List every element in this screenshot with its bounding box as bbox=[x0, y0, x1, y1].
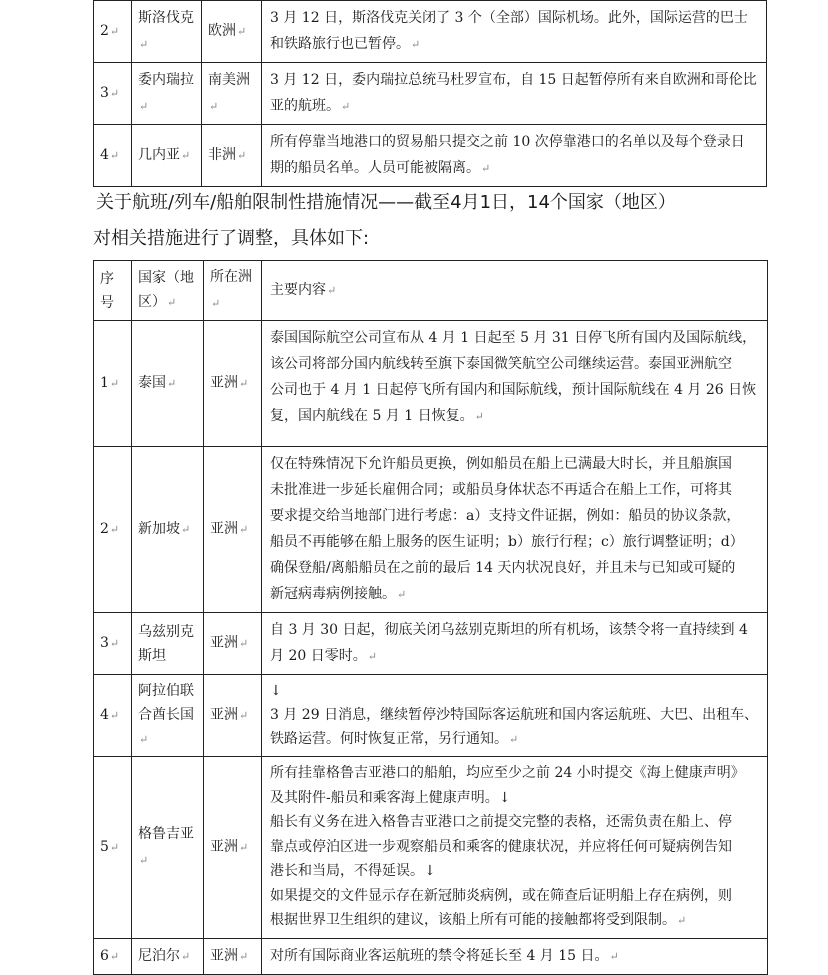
country-cell: 新加坡↵ bbox=[132, 447, 204, 613]
header-continent: 所在洲↵ bbox=[204, 261, 262, 321]
row-number: 2↵ bbox=[94, 1, 132, 63]
row-number: 1↵ bbox=[94, 321, 132, 447]
row-number: 3↵ bbox=[94, 613, 132, 675]
row-number: 5↵ bbox=[94, 757, 132, 939]
section-heading: 关于航班/列车/船舶限制性措施情况——截至4月1日，14个国家（地区） bbox=[96, 192, 676, 213]
continent-cell: 亚洲↵ bbox=[204, 757, 262, 939]
continent-cell: 亚洲↵ bbox=[204, 675, 262, 757]
content-cell: 3 月 12 日，斯洛伐克关闭了 3 个（全部）国际机场。此外，国际运营的巴士 和铁路旅行也已暂停。↵ bbox=[262, 1, 767, 63]
section-heading-continued: 对相关措施进行了调整，具体如下: bbox=[93, 228, 370, 249]
country-cell: 泰国↵ bbox=[132, 321, 204, 447]
header-content: 主要内容↵ bbox=[262, 261, 768, 321]
top-table bbox=[93, 0, 767, 187]
continent-cell: 亚洲↵ bbox=[204, 939, 262, 975]
country-cell: 乌兹别克斯坦 bbox=[132, 613, 204, 675]
row-number: 6↵ bbox=[94, 939, 132, 975]
country-cell: 阿拉伯联合酋长国↵ bbox=[132, 675, 204, 757]
content-cell: 3 月 12 日，委内瑞拉总统马杜罗宣布，自 15 日起暂停所有来自欧洲和哥伦比 亚的航班。↵ bbox=[262, 63, 767, 125]
content-cell: ↓ 3 月 29 日消息，继续暂停沙特国际客运航班和国内客运航班、大巴、出租车、 铁路运营。何时恢复正常，另行通知。↵ bbox=[262, 675, 768, 757]
content-cell: 所有停靠当地港口的贸易船只提交之前 10 次停靠港口的名单以及每个登录日 期的船员名单。人员可能被隔离。↵ bbox=[262, 125, 767, 187]
continent-cell: 南美洲↵ bbox=[202, 63, 262, 125]
continent-cell: 亚洲↵ bbox=[204, 613, 262, 675]
table-row bbox=[94, 125, 767, 187]
content-cell: 仅在特殊情况下允许船员更换，例如船员在船上已满最大时长，并且船旗国 未批准进一步延长雇佣合同；或船员身体状态不再适合在船上工作，可将其 要求提交给当地部门进行考虑：a）支持文件证据，例如：船员的协议条款， 船员不再能够在船上服务的医生证明；b）旅行行程；c）旅行调整证明；d） 确保登船/离船船员在之前的最后 14 天内状况良好，并且未与已知或可疑的 新冠病毒病例接触。↵ bbox=[262, 447, 768, 613]
table-row bbox=[94, 757, 768, 939]
measures-table bbox=[93, 260, 768, 975]
row-number: 2↵ bbox=[94, 447, 132, 613]
country-cell: 委内瑞拉↵ bbox=[132, 63, 202, 125]
content-cell: 自 3 月 30 日起，彻底关闭乌兹别克斯坦的所有机场，该禁令将一直持续到 4 月 20 日零时。↵ bbox=[262, 613, 768, 675]
continent-cell: 欧洲↵ bbox=[202, 1, 262, 63]
country-cell: 几内亚↵ bbox=[132, 125, 202, 187]
table-row bbox=[94, 613, 768, 675]
content-cell: 对所有国际商业客运航班的禁令将延长至 4 月 15 日。↵ bbox=[262, 939, 768, 975]
table-row bbox=[94, 675, 768, 757]
header-number: 序号 bbox=[94, 261, 132, 321]
table-row bbox=[94, 321, 768, 447]
row-number: 3↵ bbox=[94, 63, 132, 125]
continent-cell: 亚洲↵ bbox=[204, 447, 262, 613]
content-cell: 所有挂靠格鲁吉亚港口的船舶，均应至少之前 24 小时提交《海上健康声明》 及其附件-船员和乘客海上健康声明。↓ 船长有义务在进入格鲁吉亚港口之前提交完整的表格，还需负责在船上、停 靠点或停泊区进一步观察船员和乘客的健康状况，并应将任何可疑病例告知 港长和当局，不得延误。↓ 如果提交的文件显示存在新冠肺炎病例，或在筛查后证明船上存在病例，则 根据世界卫生组织的建议，该船上所有可能的接触都将受到限制。↵ bbox=[262, 757, 768, 939]
table-header-row bbox=[94, 261, 768, 321]
table-row bbox=[94, 1, 767, 63]
header-country: 国家（地区）↵ bbox=[132, 261, 204, 321]
country-cell: 尼泊尔↵ bbox=[132, 939, 204, 975]
continent-cell: 亚洲↵ bbox=[204, 321, 262, 447]
table-row bbox=[94, 939, 768, 975]
country-cell: 格鲁吉亚↵ bbox=[132, 757, 204, 939]
row-number: 4↵ bbox=[94, 675, 132, 757]
row-number: 4↵ bbox=[94, 125, 132, 187]
table-row bbox=[94, 447, 768, 613]
continent-cell: 非洲↵ bbox=[202, 125, 262, 187]
content-cell: 泰国国际航空公司宣布从 4 月 1 日起至 5 月 31 日停飞所有国内及国际航线， 该公司将部分国内航线转至旗下泰国微笑航空公司继续运营。泰国亚洲航空 公司也于 4 月 1 日起停飞所有国内和国际航线，预计国际航线在 4 月 26 日恢 复，国内航线在 5 月 1 日恢复。↵ bbox=[262, 321, 768, 447]
table-row bbox=[94, 63, 767, 125]
country-cell: 斯洛伐克↵ bbox=[132, 1, 202, 63]
